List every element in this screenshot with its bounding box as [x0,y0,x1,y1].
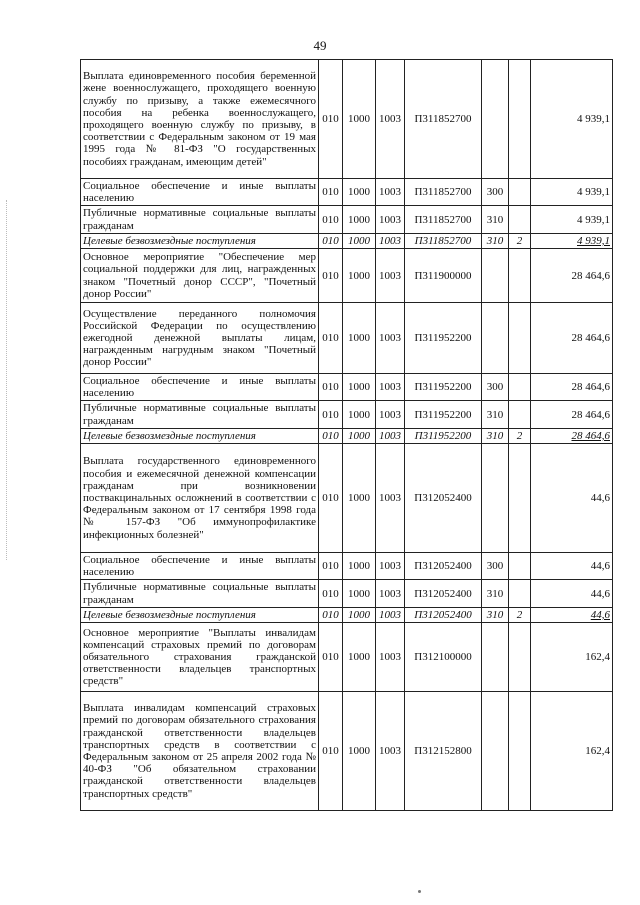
table-row [81,249,613,303]
code-subsection: 1003 [376,692,405,811]
row-description: Выплата государственного единовременного пособия и ежемесячной денежной компенсации гражданам при возникновении поствакцинальных осложнений в соответствии с Федеральным законом от 17 сентября 1998 года № 157-ФЗ "Об иммунопрофилактике инфекционных болезней" [81,444,319,553]
row-description: Выплата инвалидам компенсаций страховых премий по договорам обязательного страхования гражданской ответственности владельцев транспортных средств в соответствии с Федеральным законом от 25 апреля 2002 года № 40-ФЗ "Об обязательном страховании гражданской ответственности владельцев транспортных средств" [81,692,319,811]
code-target-article: П311952200 [405,303,482,374]
code-expense-type [482,303,509,374]
code-ministry: 010 [319,249,343,303]
code-source [509,179,531,206]
code-ministry: 010 [319,553,343,580]
code-source [509,444,531,553]
code-source [509,249,531,303]
row-description: Публичные нормативные социальные выплаты гражданам [81,401,319,428]
code-source: 2 [509,607,531,622]
code-source [509,692,531,811]
code-subsection: 1003 [376,206,405,233]
code-target-article: П312052400 [405,444,482,553]
code-ministry: 010 [319,233,343,248]
scan-dot [418,890,421,893]
code-expense-type: 310 [482,607,509,622]
code-subsection: 1003 [376,60,405,179]
code-target-article: П311852700 [405,60,482,179]
row-description: Основное мероприятие "Выплаты инвалидам компенсаций страховых премий по договорам обязательного страхования гражданской ответственности владельцев транспортных средств" [81,623,319,692]
row-amount: 4 939,1 [531,233,613,248]
code-section: 1000 [343,623,376,692]
code-target-article: П311852700 [405,233,482,248]
row-description: Социальное обеспечение и иные выплаты населению [81,374,319,401]
row-description: Социальное обеспечение и иные выплаты населению [81,553,319,580]
code-target-article: П311900000 [405,249,482,303]
code-subsection: 1003 [376,444,405,553]
code-subsection: 1003 [376,179,405,206]
code-expense-type: 310 [482,428,509,443]
row-description: Осуществление переданного полномочия Российской Федерации по осуществлению ежегодной денежной выплаты лицам, награжденным нагрудным знаком "Почетный донор России" [81,303,319,374]
code-target-article: П312052400 [405,553,482,580]
code-ministry: 010 [319,374,343,401]
code-section: 1000 [343,249,376,303]
row-amount: 162,4 [531,623,613,692]
code-section: 1000 [343,179,376,206]
row-description: Социальное обеспечение и иные выплаты населению [81,179,319,206]
code-ministry: 010 [319,692,343,811]
code-section: 1000 [343,444,376,553]
code-source [509,401,531,428]
row-amount: 44,6 [531,553,613,580]
row-description: Основное мероприятие "Обеспечение мер социальной поддержки для лиц, награжденных знаком "Почетный донор СССР", "Почетный донор России" [81,249,319,303]
code-expense-type: 300 [482,374,509,401]
code-section: 1000 [343,60,376,179]
code-ministry: 010 [319,206,343,233]
code-target-article: П311952200 [405,401,482,428]
code-source [509,60,531,179]
code-expense-type: 300 [482,553,509,580]
code-expense-type: 310 [482,580,509,607]
code-expense-type [482,623,509,692]
code-ministry: 010 [319,623,343,692]
code-target-article: П311852700 [405,179,482,206]
code-target-article: П312100000 [405,623,482,692]
row-description: Целевые безвозмездные поступления [81,428,319,443]
code-source: 2 [509,428,531,443]
binding-margin-mark [6,200,8,560]
code-section: 1000 [343,692,376,811]
code-target-article: П312152800 [405,692,482,811]
row-amount: 44,6 [531,444,613,553]
code-ministry: 010 [319,580,343,607]
code-section: 1000 [343,233,376,248]
row-description: Целевые безвозмездные поступления [81,607,319,622]
code-expense-type [482,692,509,811]
table-row [81,374,613,401]
row-amount: 44,6 [531,580,613,607]
row-amount: 28 464,6 [531,428,613,443]
table-row [81,692,613,811]
code-source [509,553,531,580]
table-row [81,607,613,622]
table-row [81,233,613,248]
code-source [509,580,531,607]
code-subsection: 1003 [376,428,405,443]
code-ministry: 010 [319,428,343,443]
table-row [81,428,613,443]
code-section: 1000 [343,303,376,374]
code-target-article: П311952200 [405,428,482,443]
code-ministry: 010 [319,401,343,428]
row-description: Целевые безвозмездные поступления [81,233,319,248]
code-subsection: 1003 [376,374,405,401]
code-section: 1000 [343,401,376,428]
row-amount: 28 464,6 [531,401,613,428]
code-subsection: 1003 [376,303,405,374]
row-description: Публичные нормативные социальные выплаты гражданам [81,580,319,607]
code-ministry: 010 [319,179,343,206]
table-row [81,179,613,206]
code-target-article: П312052400 [405,580,482,607]
code-expense-type [482,249,509,303]
row-description: Публичные нормативные социальные выплаты гражданам [81,206,319,233]
code-target-article: П311852700 [405,206,482,233]
table-body [81,60,613,811]
table-row [81,206,613,233]
code-target-article: П312052400 [405,607,482,622]
table-row [81,623,613,692]
table-row [81,444,613,553]
code-source [509,303,531,374]
table-row [81,303,613,374]
code-subsection: 1003 [376,249,405,303]
code-source [509,206,531,233]
code-subsection: 1003 [376,401,405,428]
row-amount: 44,6 [531,607,613,622]
budget-table [80,59,613,811]
row-amount: 4 939,1 [531,206,613,233]
code-subsection: 1003 [376,233,405,248]
code-section: 1000 [343,607,376,622]
row-amount: 4 939,1 [531,179,613,206]
code-expense-type: 310 [482,233,509,248]
code-expense-type [482,444,509,553]
row-description: Выплата единовременного пособия беременной жене военнослужащего, проходящего военную службу по призыву, а также ежемесячного пособия на ребенка военнослужащего, проходящего военную службу по призыву, в соответствии с Федеральным законом от 19 мая 1995 года № 81-ФЗ "О государственных пособиях гражданам, имеющим детей" [81,60,319,179]
table-row [81,553,613,580]
row-amount: 28 464,6 [531,303,613,374]
table-row [81,401,613,428]
table-row [81,60,613,179]
code-ministry: 010 [319,607,343,622]
code-source: 2 [509,233,531,248]
code-source [509,374,531,401]
code-section: 1000 [343,374,376,401]
code-expense-type: 310 [482,206,509,233]
code-subsection: 1003 [376,553,405,580]
code-section: 1000 [343,428,376,443]
row-amount: 28 464,6 [531,374,613,401]
code-section: 1000 [343,553,376,580]
code-ministry: 010 [319,60,343,179]
code-section: 1000 [343,206,376,233]
row-amount: 4 939,1 [531,60,613,179]
code-subsection: 1003 [376,623,405,692]
row-amount: 162,4 [531,692,613,811]
row-amount: 28 464,6 [531,249,613,303]
code-ministry: 010 [319,444,343,553]
page-number: 49 [313,38,327,53]
table-row [81,580,613,607]
code-expense-type [482,60,509,179]
code-ministry: 010 [319,303,343,374]
code-expense-type: 300 [482,179,509,206]
code-expense-type: 310 [482,401,509,428]
code-section: 1000 [343,580,376,607]
code-target-article: П311952200 [405,374,482,401]
code-subsection: 1003 [376,607,405,622]
code-source [509,623,531,692]
code-subsection: 1003 [376,580,405,607]
